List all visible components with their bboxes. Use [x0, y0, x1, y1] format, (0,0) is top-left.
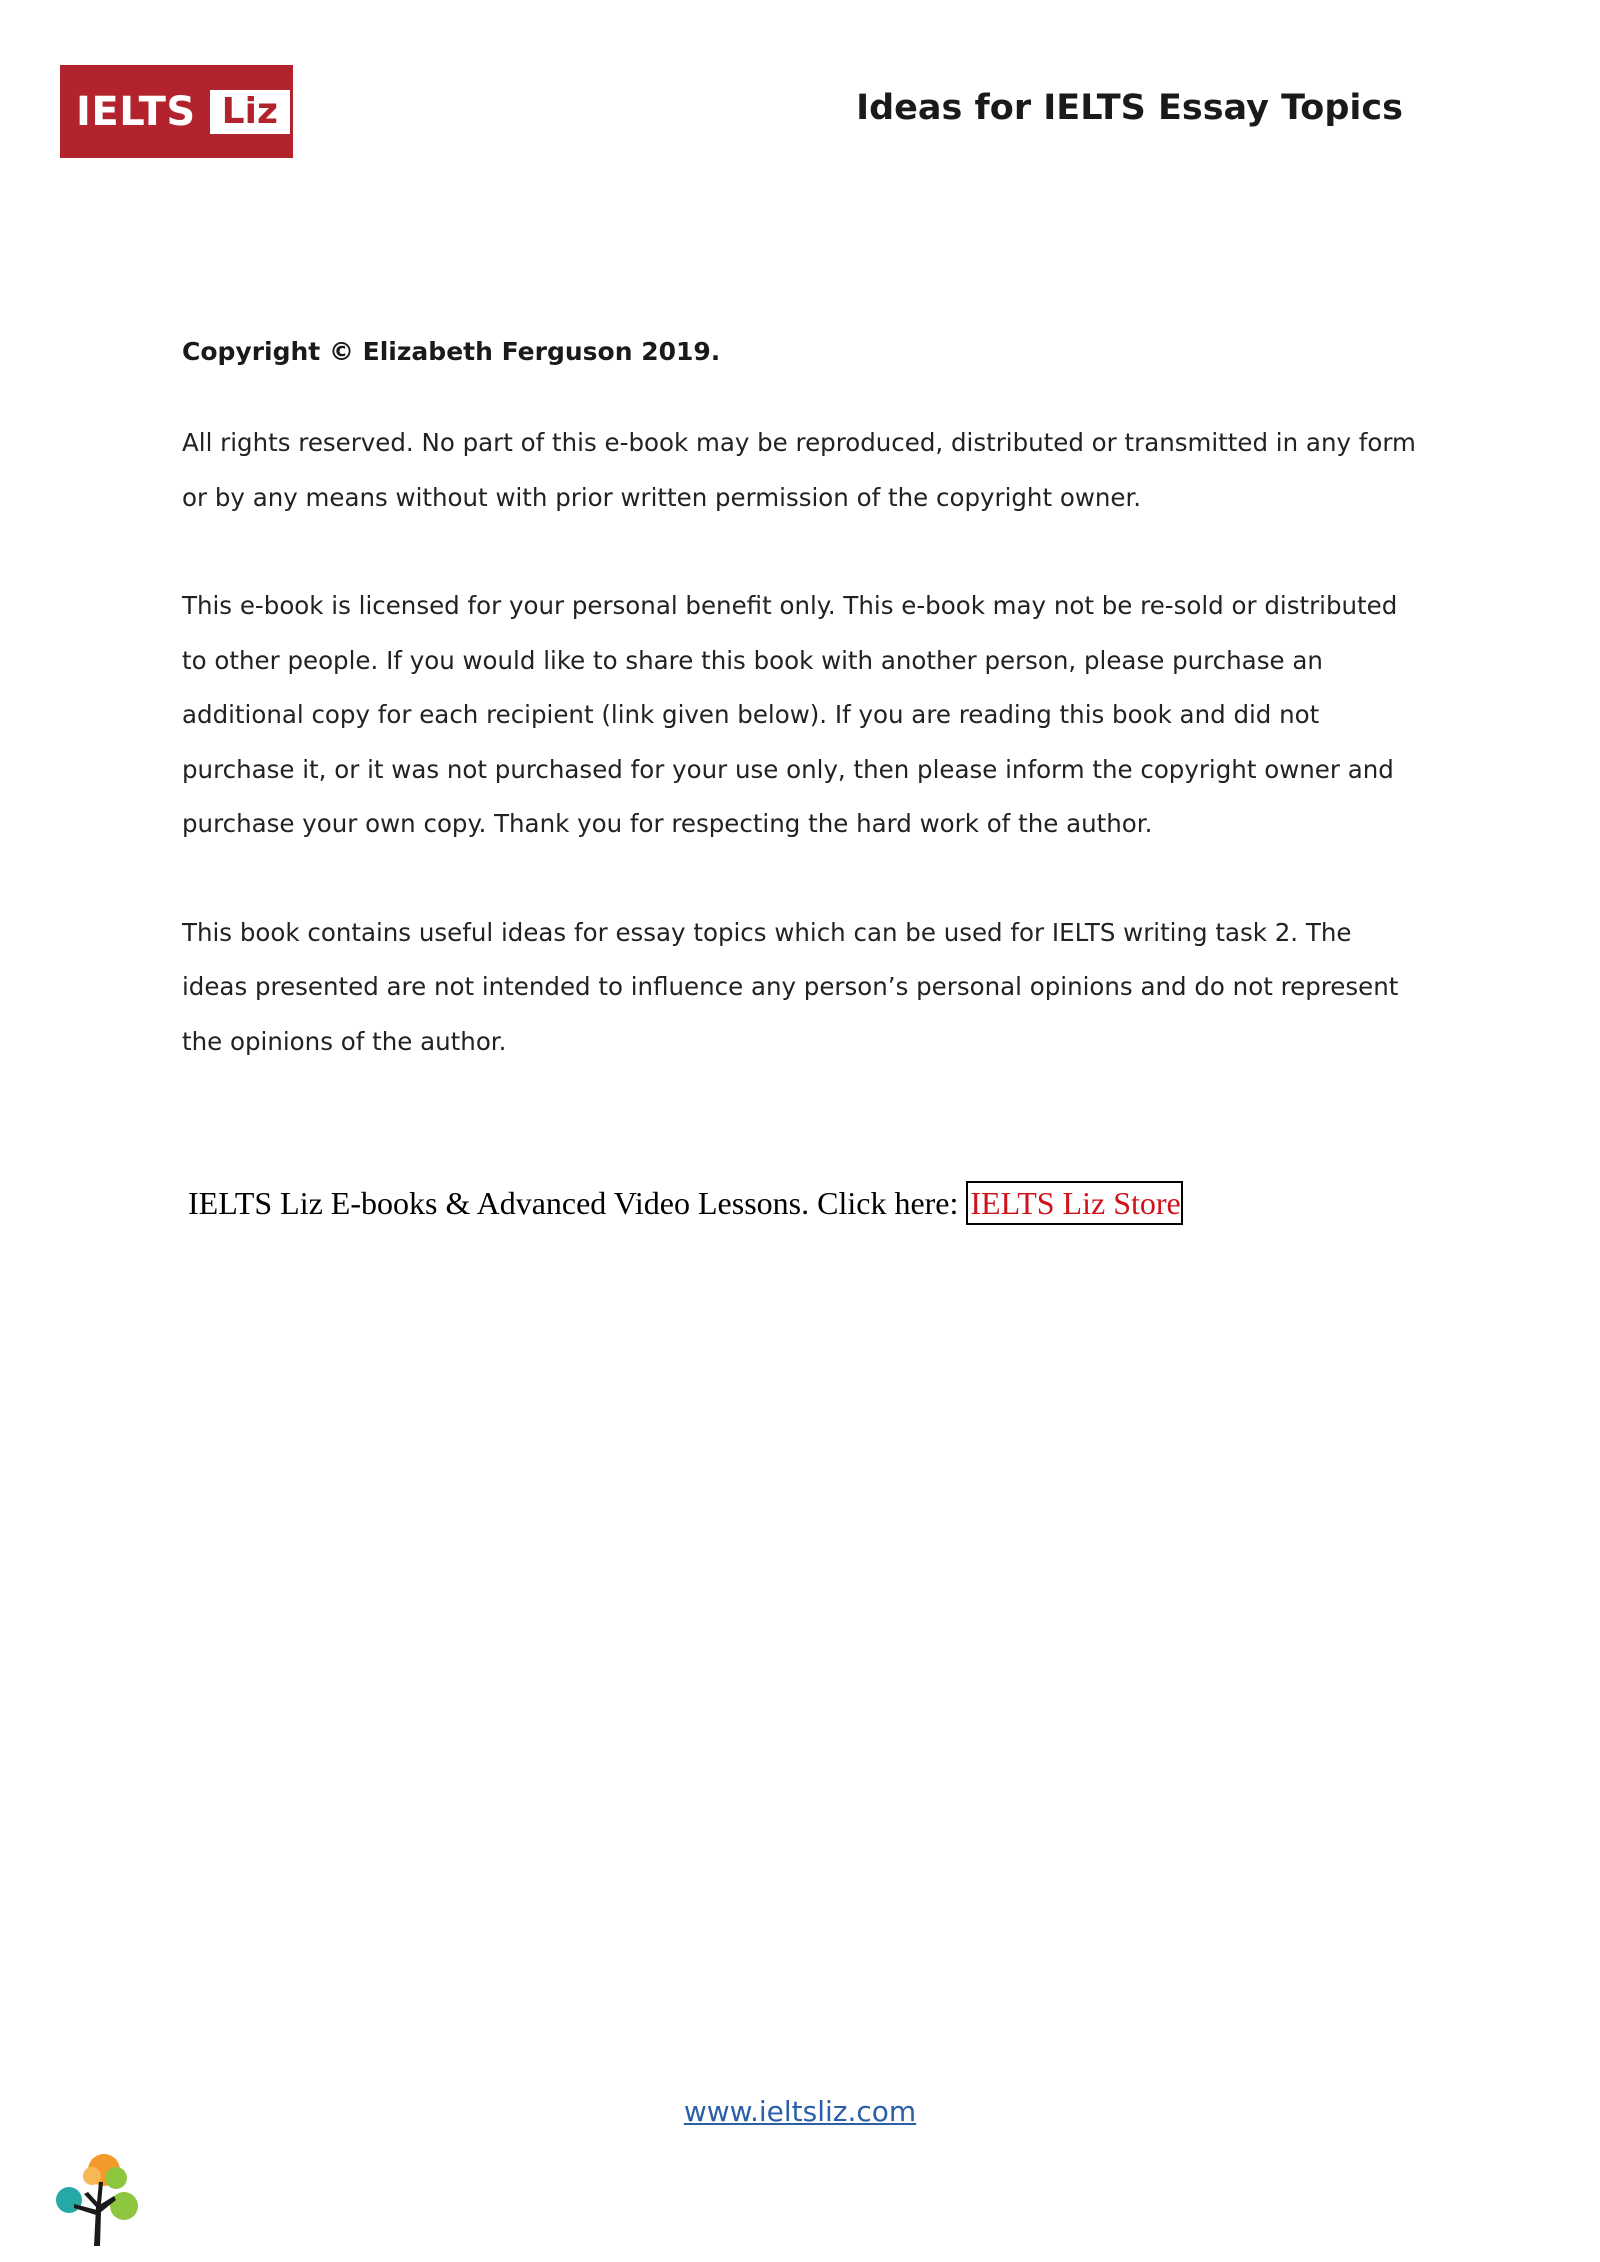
footer	[0, 2095, 1600, 2128]
license-paragraph: This e-book is licensed for your personal benefit only. This e-book may not be re-sold or distributed to other people. If you would like to share this book with another person, please purchase an additional copy for each recipient (link given below). If you are reading this book and did not purchase it, or it was not purchased for your use only, then please inform the copyright owner and purchase your own copy. Thank you for respecting the hard work of the author.	[182, 591, 1398, 838]
promo-text: IELTS Liz E-books & Advanced Video Lessons. Click here:	[188, 1185, 967, 1221]
rights-paragraph: All rights reserved. No part of this e-book may be reproduced, distributed or transmitted in any form or by any means without with prior written permission of the copyright owner.	[182, 428, 1416, 512]
document-title: Ideas for IELTS Essay Topics	[856, 88, 1403, 128]
store-promo	[188, 1180, 1183, 1226]
logo-accent-text: Liz	[210, 90, 290, 134]
logo-main-text: IELTS	[76, 88, 196, 135]
copyright-notice: Copyright © Elizabeth Ferguson 2019.	[182, 337, 721, 366]
disclaimer-paragraph: This book contains useful ideas for essay topics which can be used for IELTS writing task 2. The ideas presented are not intended to influence any person’s personal opinions and do not represent the opinions of the author.	[182, 917, 1399, 1056]
website-link[interactable]: www.ieltsliz.com	[683, 2095, 917, 2128]
tree-icon	[44, 2152, 144, 2247]
store-link[interactable]: IELTS Liz Store	[966, 1181, 1182, 1225]
page-content	[182, 330, 1422, 1123]
ielts-liz-logo	[60, 65, 293, 158]
